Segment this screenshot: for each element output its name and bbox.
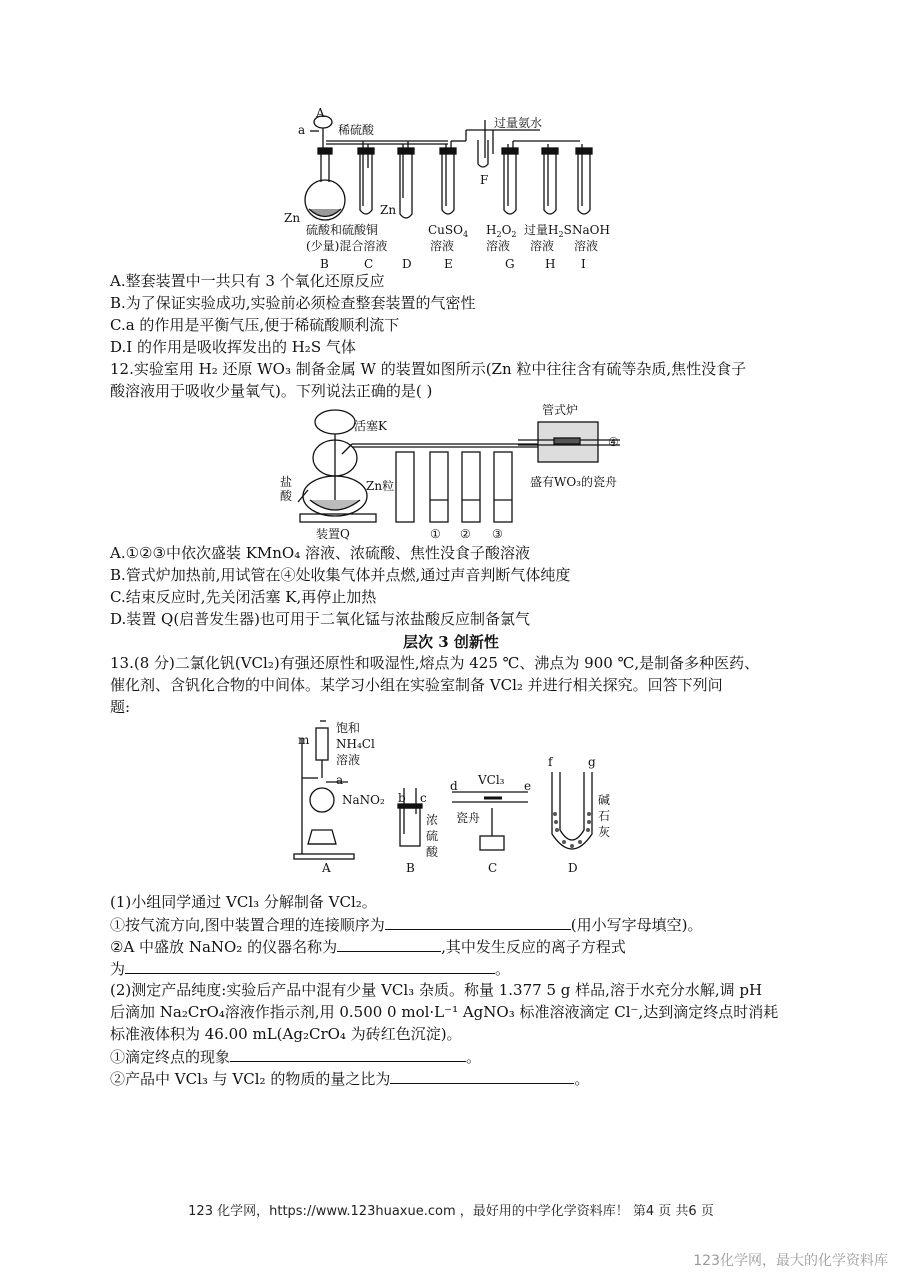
q13-part2-q2 (110, 1068, 589, 1089)
q13-label-boat: 瓷舟 (456, 811, 481, 825)
q13-letter-D: D (568, 861, 578, 875)
q11-letter-G: G (505, 257, 515, 271)
q13-part1-q1 (110, 914, 703, 935)
q11-letter-C: C (364, 257, 374, 271)
q12-option-d: D.装置 Q(启普发生器)也可用于二氧化锰与浓盐酸反应制备氯气 (110, 610, 531, 628)
q12-label-n4: ④ (608, 435, 619, 449)
q11-letter-E: E (444, 257, 453, 271)
q12-label-hcl: 盐 (280, 475, 293, 489)
q13-label-e: e (524, 779, 532, 793)
q11-label-E-desc2: 溶液 (430, 239, 455, 253)
q13-period-2: 。 (466, 1048, 482, 1066)
q13-label-a: a (336, 773, 344, 787)
q12-label-hcl2: 酸 (280, 489, 293, 503)
q11-label-H-desc2: 溶液 (530, 239, 555, 253)
q13-answer-blank-2[interactable] (337, 936, 441, 952)
q13-part1-q2 (110, 936, 626, 957)
svg-text:CuSO4: CuSO$_4$ (428, 223, 469, 239)
q11-letter-I: I (581, 257, 586, 271)
q13-part2-q1 (110, 1046, 481, 1067)
q13-part1-q1-suffix: (用小写字母填空)。 (570, 916, 703, 934)
page-footer: 123 化学网，https://www.123huaxue.com ，最好用的中学化学资料库！ 第4 页 共6 页 (188, 1204, 714, 1219)
q11-label-H-desc1: 过量H (524, 223, 559, 237)
q13-part1: (1)小组同学通过 VCl₃ 分解制备 VCl₂。 (110, 893, 377, 911)
q12-label-n1: ① (430, 527, 441, 540)
q12-stem-line1: 12.实验室用 H₂ 还原 WO₃ 制备金属 W 的装置如图所示(Zn 粒中往往含有硫等杂质,焦性没食子 (110, 360, 747, 378)
q11-label-zn-mid: Zn (380, 203, 397, 217)
q11-option-d: D.I 的作用是吸收挥发出的 H₂S 气体 (110, 338, 356, 356)
q11-label-zn-left: Zn (284, 211, 301, 225)
q12-label-stopcock: 活塞K (354, 419, 387, 433)
q13-letter-A: A (322, 861, 331, 875)
q13-label-c: c (420, 791, 427, 805)
q13-label-h2so4-2: 硫 (426, 829, 439, 843)
q12-option-c: C.结束反应时,先关闭活塞 K,再停止加热 (110, 588, 377, 606)
q11-label-B-desc1: 硫酸和硫酸铜 (306, 223, 379, 237)
q11-label-G-desc2: 溶液 (486, 239, 511, 253)
q12-option-a: A.①②③中依次盛装 KMnO₄ 溶液、浓硫酸、焦性没食子酸溶液 (110, 544, 531, 562)
q13-part1-q2-suffix: ,其中发生反应的离子方程式 (441, 938, 626, 956)
q11-label-dilute-acid: 稀硫酸 (338, 123, 375, 137)
q13-part2-line1: (2)测定产品纯度:实验后产品中混有少量 VCl₃ 杂质。称量 1.377 5 g 样品,溶于水充分水解,调 pH (110, 981, 763, 999)
q13-part1-q2-text: ②A 中盛放 NaNO₂ 的仪器名称为 (110, 938, 338, 956)
q11-label-A: A (316, 108, 325, 120)
q13-label-g: g (588, 755, 596, 769)
q11-label-G-desc1: H (486, 223, 497, 237)
q13-answer-blank-3[interactable] (125, 958, 495, 974)
q13-label-b: b (398, 791, 406, 805)
q12-label-n2: ② (460, 527, 471, 540)
q13-answer-blank-5[interactable] (390, 1068, 574, 1084)
section-title: 层次 3 创新性 (403, 633, 499, 651)
q11-label-ammonia: 过量氨水 (494, 116, 543, 130)
q13-label-d: d (450, 779, 458, 793)
q13-label-lime-2: 石 (598, 809, 611, 823)
q12-label-n3: ③ (492, 527, 503, 540)
q11-option-a: A.整套装置中一共只有 3 个氧化还原反应 (110, 272, 385, 290)
q12-label-device-q: 装置Q (316, 527, 350, 540)
q13-part1-q1-text: ①按气流方向,图中装置合理的连接顺序为 (110, 916, 385, 934)
q11-label-I-desc1: NaOH (572, 223, 610, 237)
q13-label-vcl3: VCl₃ (478, 773, 505, 787)
q12-label-boat: 盛有WO₃的瓷舟 (530, 475, 617, 489)
q13-part2-line2: 后滴加 Na₂CrO₄溶液作指示剂,用 0.500 0 mol·L⁻¹ AgNO₃ 标准溶液滴定 Cl⁻,达到滴定终点时消耗 (110, 1003, 779, 1021)
q13-letter-C: C (488, 861, 498, 875)
q13-part1-q2-wei: 为 (110, 960, 126, 978)
q13-answer-blank-4[interactable] (230, 1046, 466, 1062)
q12-apparatus-figure (280, 400, 640, 540)
q11-label-a: a (298, 123, 306, 137)
q13-label-h2so4-1: 浓 (426, 813, 439, 827)
q13-apparatus-figure (292, 718, 622, 878)
q13-stem-line2: 催化剂、含钒化合物的中间体。某学习小组在实验室制备 VCl₂ 并进行相关探究。回答下列问 (110, 676, 723, 694)
q13-stem-line3: 题: (110, 698, 131, 716)
q13-label-nh4cl-2: NH₄Cl (336, 737, 375, 751)
q12-stem-line2: 酸溶液用于吸收少量氧气)。下列说法正确的是( ) (110, 382, 433, 400)
q13-part2-q2-text: ②产品中 VCl₃ 与 VCl₂ 的物质的量之比为 (110, 1070, 391, 1088)
q12-option-b: B.管式炉加热前,用试管在④处收集气体并点燃,通过声音判断气体纯度 (110, 566, 571, 584)
q13-letter-B: B (406, 861, 415, 875)
q13-label-nano2: NaNO₂ (342, 793, 385, 807)
q13-label-h2so4-3: 酸 (426, 845, 439, 859)
q11-label-I-desc2: 溶液 (574, 239, 599, 253)
q13-answer-blank-1[interactable] (385, 914, 571, 930)
q12-label-furnace: 管式炉 (542, 403, 579, 417)
q11-letter-B: B (320, 257, 329, 271)
watermark: 123化学网，最大的化学资料库 (693, 1253, 888, 1269)
q13-stem-line1: 13.(8 分)二氯化钒(VCl₂)有强还原性和吸湿性,熔点为 425 ℃、沸点为 900 ℃,是制备多种医药、 (110, 654, 760, 672)
q13-part2-q1-text: ①滴定终点的现象 (110, 1048, 231, 1066)
svg-text:过量H2S: 过量$H_2S$ (524, 223, 572, 239)
q13-label-nh4cl-3: 溶液 (336, 753, 361, 767)
q11-label-E-desc1: CuSO (428, 223, 463, 237)
q13-label-nh4cl-1: 饱和 (336, 721, 361, 735)
q13-period-1: 。 (495, 960, 511, 978)
q11-apparatus-figure (280, 108, 620, 273)
q13-label-lime-3: 灰 (598, 825, 611, 839)
svg-text:H2O2: $H_2O_2$ (486, 223, 517, 239)
q11-label-B-desc2: (少量)混合溶液 (306, 239, 388, 253)
q13-part1-q2-cont (110, 958, 510, 979)
q11-option-c: C.a 的作用是平衡气压,便于稀硫酸顺利流下 (110, 316, 400, 334)
q11-label-F: F (480, 173, 489, 187)
q13-label-m: m (298, 733, 310, 747)
q11-letter-H: H (545, 257, 556, 271)
q13-label-lime-1: 碱 (598, 793, 611, 807)
q11-letter-D: D (402, 257, 412, 271)
q13-period-3: 。 (574, 1070, 590, 1088)
q13-label-f: f (548, 755, 553, 769)
q13-part2-line3: 标准液体积为 46.00 mL(Ag₂CrO₄ 为砖红色沉淀)。 (110, 1025, 462, 1043)
q11-option-b: B.为了保证实验成功,实验前必须检查整套装置的气密性 (110, 294, 476, 312)
q12-label-zn: Zn粒 (366, 479, 395, 493)
